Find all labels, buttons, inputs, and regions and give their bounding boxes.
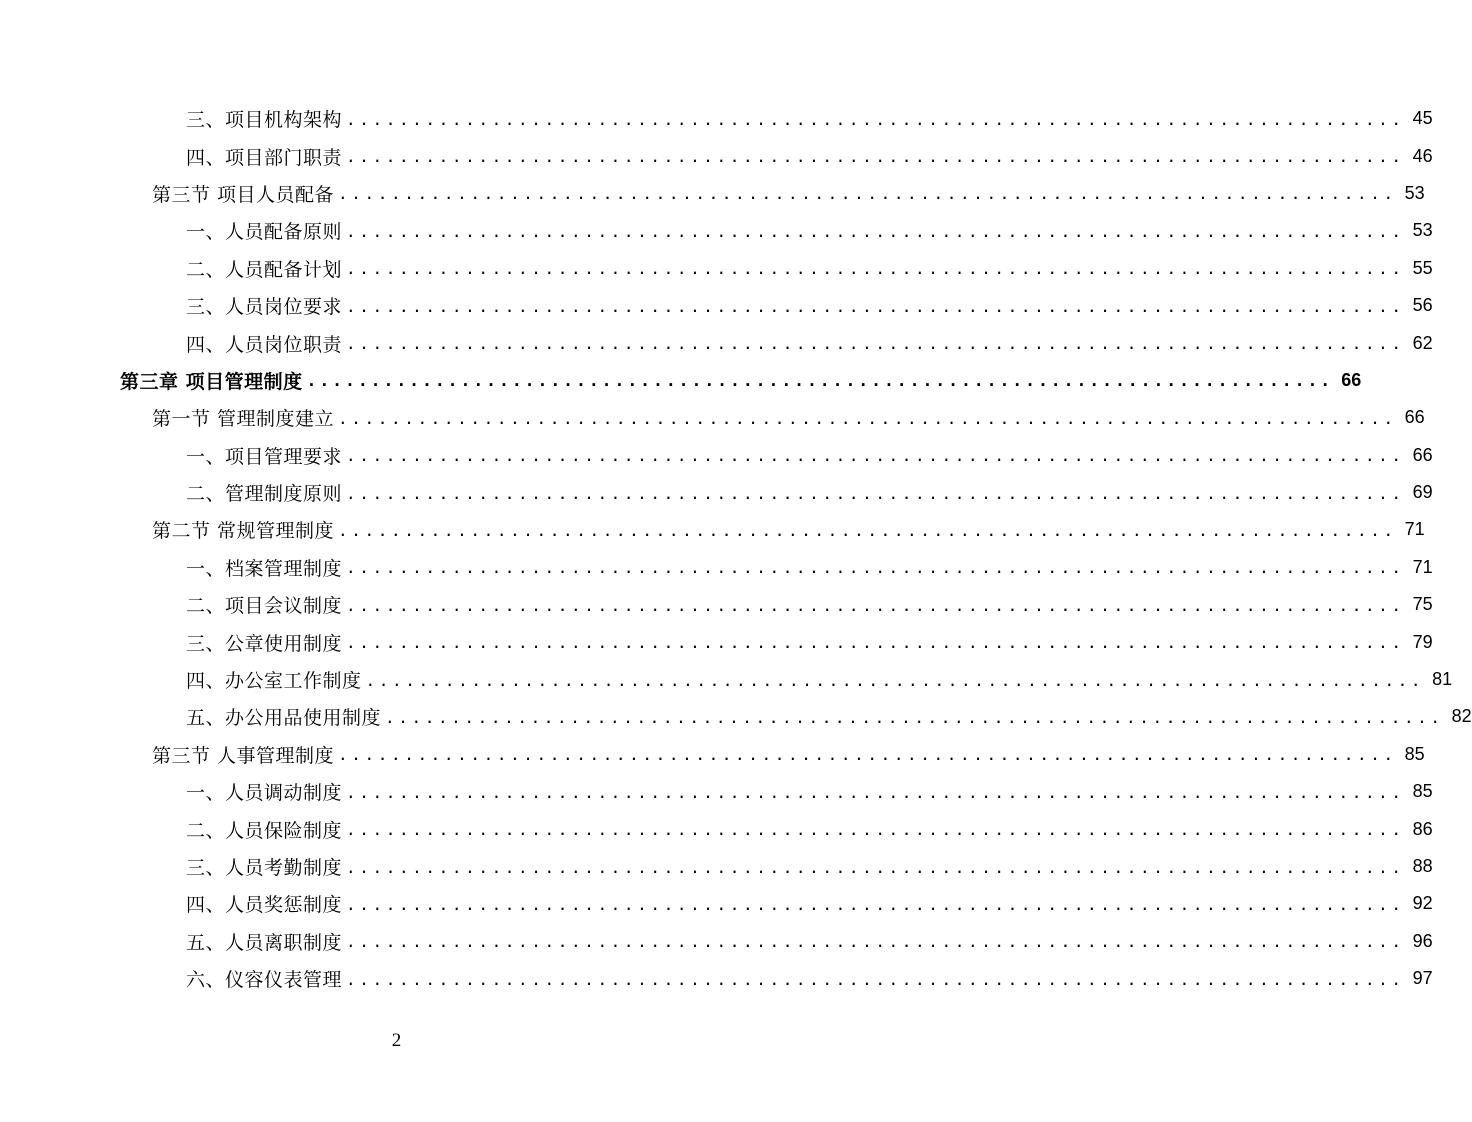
toc-entry-page: 71 [1404, 519, 1425, 540]
dot-leader: ................................................................................ [346, 820, 1405, 840]
toc-entry-page: 66 [1341, 369, 1362, 390]
toc-entry-page: 81 [1432, 669, 1453, 690]
toc-entry[interactable] [0, 399, 1425, 436]
dot-leader: ................................................................................ [346, 446, 1405, 466]
toc-entry[interactable] [0, 137, 1433, 174]
toc-entry-page: 46 [1412, 145, 1433, 166]
toc-entry-page: 86 [1412, 818, 1433, 839]
toc-entry[interactable] [0, 100, 1433, 137]
toc-entry-title: 四、人员岗位职责 [186, 333, 343, 356]
toc-entry[interactable] [0, 549, 1433, 586]
toc-entry-page: 71 [1412, 556, 1433, 577]
dot-leader: ................................................................................ [338, 520, 1397, 540]
toc-entry[interactable] [0, 661, 1453, 698]
dot-leader: ................................................................................ [346, 558, 1405, 578]
toc-entry-page: 85 [1412, 781, 1433, 802]
toc-entry-title: 四、项目部门职责 [186, 146, 343, 169]
toc-entry-title: 第三节 人事管理制度 [152, 744, 335, 767]
toc-entry-page: 88 [1412, 856, 1433, 876]
toc-entry-page: 66 [1412, 444, 1433, 465]
dot-leader: ................................................................................ [346, 147, 1405, 167]
toc-entry-title: 二、管理制度原则 [186, 483, 343, 506]
toc-entry-title: 二、人员配备计划 [186, 258, 343, 281]
dot-leader: ................................................................................ [346, 894, 1405, 914]
toc-entry-page: 62 [1412, 332, 1433, 353]
toc-entry-page: 96 [1412, 930, 1433, 951]
toc-entry-page: 69 [1412, 482, 1433, 503]
toc-entry-title: 三、人员考勤制度 [186, 857, 343, 879]
dot-leader: ................................................................................ [346, 969, 1405, 989]
page-number: 2 [391, 1030, 402, 1051]
toc-entry-title: 第二节 常规管理制度 [152, 520, 335, 543]
toc-entry[interactable] [0, 437, 1433, 474]
toc-entry-title: 一、人员配备原则 [186, 221, 343, 244]
dot-leader: ................................................................................ [346, 782, 1405, 802]
toc-entry-title: 五、人员离职制度 [186, 931, 343, 954]
dot-leader: ................................................................................ [306, 371, 1334, 391]
toc-entry-page: 53 [1412, 220, 1433, 241]
toc-entry[interactable] [0, 923, 1433, 960]
toc-entry-page: 56 [1412, 295, 1433, 316]
toc-entry[interactable] [0, 698, 1472, 735]
toc-entry-page: 85 [1404, 743, 1425, 764]
toc-entry[interactable] [0, 474, 1433, 511]
dot-leader: ................................................................................ [346, 633, 1405, 653]
dot-leader: ................................................................................ [346, 595, 1405, 615]
toc-entry[interactable] [0, 250, 1433, 287]
toc-entry[interactable] [0, 736, 1425, 773]
table-of-contents [0, 100, 1472, 997]
dot-leader: ................................................................................ [346, 109, 1405, 129]
toc-entry[interactable] [0, 324, 1433, 361]
toc-entry-title: 四、办公室工作制度 [186, 670, 362, 693]
toc-entry-page: 79 [1412, 631, 1433, 652]
toc-entry-title: 五、办公用品使用制度 [186, 707, 382, 730]
toc-entry[interactable] [0, 362, 1362, 399]
toc-entry[interactable] [0, 810, 1433, 847]
toc-entry-title: 一、人员调动制度 [186, 782, 343, 805]
dot-leader: ................................................................................ [346, 221, 1405, 241]
toc-entry-page: 75 [1412, 594, 1433, 615]
dot-leader: ................................................................................ [346, 932, 1405, 952]
dot-leader: ................................................................................ [346, 296, 1405, 316]
toc-entry[interactable] [0, 848, 1433, 885]
toc-entry-title: 三、人员岗位要求 [186, 296, 343, 319]
toc-entry[interactable] [0, 287, 1433, 324]
toc-entry-page: 66 [1404, 407, 1425, 428]
toc-entry[interactable] [0, 960, 1433, 997]
toc-entry[interactable] [0, 623, 1433, 660]
toc-entry-title: 四、人员奖惩制度 [186, 894, 343, 917]
toc-entry[interactable] [0, 885, 1433, 922]
toc-entry-title: 二、人员保险制度 [186, 819, 343, 842]
dot-leader: ................................................................................ [346, 857, 1405, 877]
toc-entry-page: 97 [1412, 968, 1433, 989]
toc-entry-title: 三、公章使用制度 [186, 632, 343, 655]
toc-entry-title: 一、项目管理要求 [186, 445, 343, 468]
toc-entry-page: 92 [1412, 893, 1433, 914]
toc-entry-page: 55 [1412, 257, 1433, 278]
dot-leader: ................................................................................ [338, 408, 1397, 428]
dot-leader: ................................................................................ [385, 707, 1444, 727]
toc-entry-page: 82 [1451, 706, 1472, 727]
toc-entry-title: 第三章 项目管理制度 [120, 370, 303, 393]
dot-leader: ................................................................................ [338, 184, 1397, 204]
toc-entry-title: 六、仪容仪表管理 [186, 969, 343, 992]
toc-entry-title: 第三节 项目人员配备 [152, 183, 335, 206]
toc-entry[interactable] [0, 773, 1433, 810]
toc-entry[interactable] [0, 175, 1425, 212]
toc-entry-title: 三、项目机构架构 [186, 109, 343, 132]
dot-leader: ................................................................................ [346, 259, 1405, 279]
dot-leader: ................................................................................ [338, 745, 1397, 765]
toc-entry[interactable] [0, 511, 1425, 548]
toc-entry-title: 第一节 管理制度建立 [152, 408, 335, 431]
dot-leader: ................................................................................ [346, 483, 1405, 503]
dot-leader: ................................................................................ [346, 334, 1405, 354]
toc-entry-title: 一、档案管理制度 [186, 557, 343, 580]
toc-entry-page: 45 [1412, 108, 1433, 129]
toc-entry-page: 53 [1404, 182, 1425, 203]
dot-leader: ................................................................................ [365, 670, 1425, 690]
toc-entry[interactable] [0, 586, 1433, 623]
toc-entry[interactable] [0, 212, 1433, 249]
toc-entry-title: 二、项目会议制度 [186, 595, 343, 618]
